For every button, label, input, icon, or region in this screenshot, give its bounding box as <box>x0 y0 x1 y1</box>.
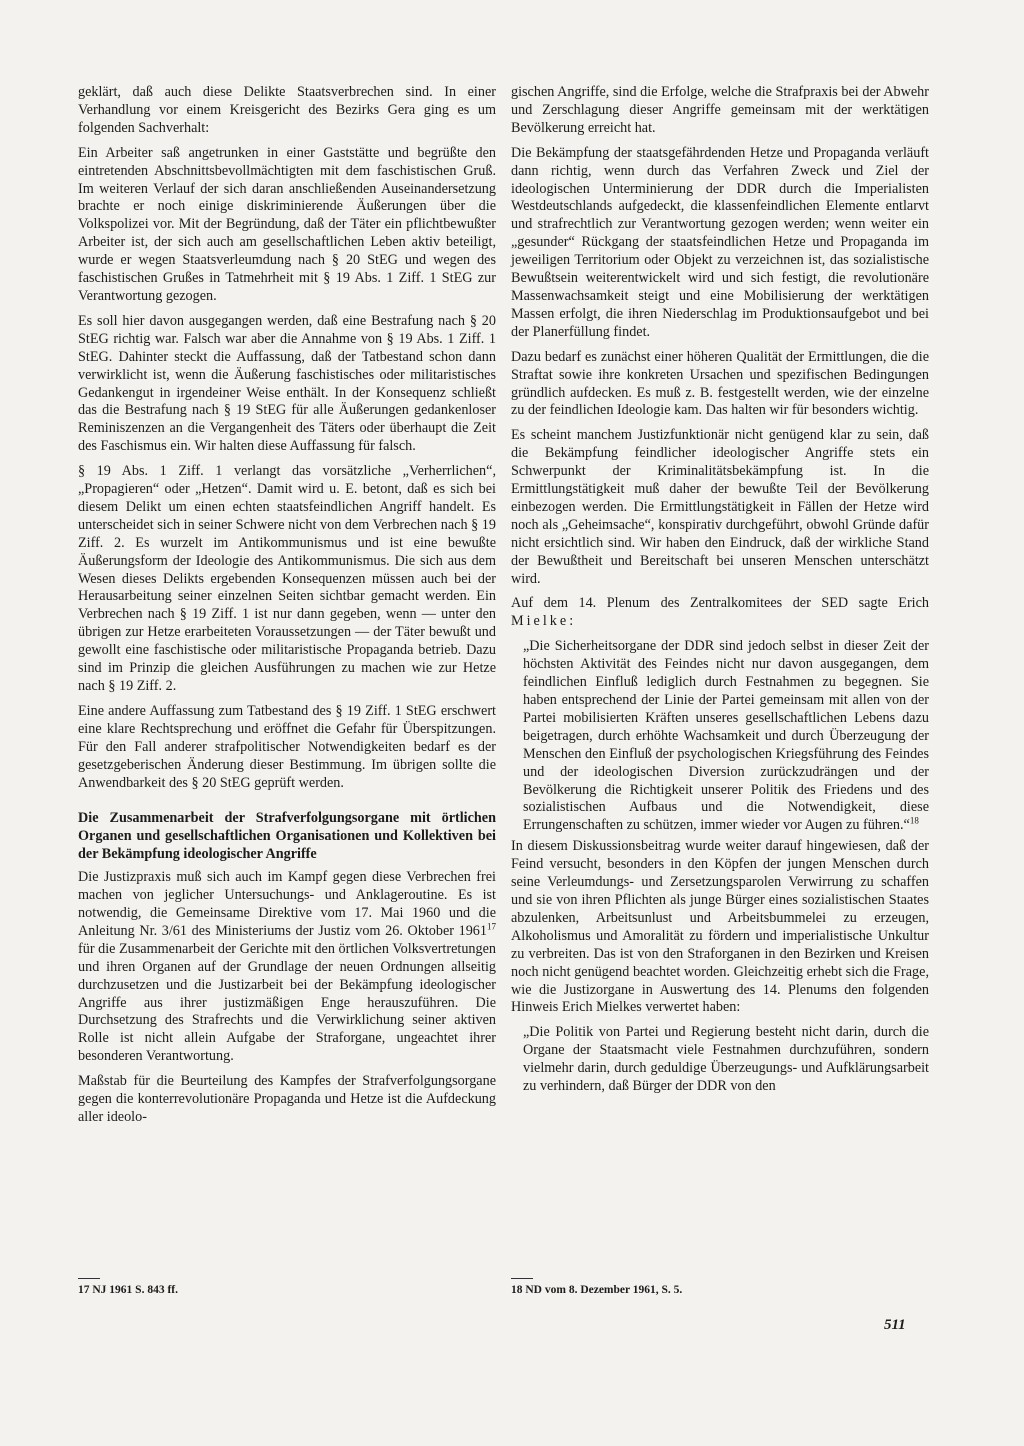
footnote: 17 NJ 1961 S. 843 ff. <box>78 1284 178 1296</box>
section-heading: Die Zusammenarbeit der Strafverfolgungsorgane mit örtlichen Organen und gesellschaftlichen Organisationen und Kollektiven bei der Bekämpfung ideologischer Angriffe <box>78 810 496 863</box>
paragraph: § 19 Abs. 1 Ziff. 1 verlangt das vorsätzliche „Verherrlichen“, „Propagieren“ oder „Hetzen“. Damit wird u. E. betont, daß es sich bei diesem Delikt um einen echten staatsfeindlichen Angriff handelt. Es unterscheidet sich in seiner Schwere nicht von dem Verbrechen nach § 19 Ziff. 2. Es wurzelt im Antikommunismus und ist eine bewußte Äußerungsform der Ideologie des Antikommunismus. Die sich aus dem Wesen dieses Delikts ergebenden Konsequenzen müssen auch bei der Herausarbeitung seiner einzelnen Seiten sichtbar gemacht werden. Ein Verbrechen nach § 19 Ziff. 1 ist nur dann gegeben, wenn — unter den übrigen zur Hetze erarbeiteten Voraussetzungen — der Täter bewußt und gewollt eine faschistische oder militaristische Propaganda betrieb. Dazu sind im Prinzip die gleichen Ausführungen zu machen wie zur Hetze nach § 19 Ziff. 2. <box>78 463 496 694</box>
paragraph <box>78 869 496 1066</box>
quote-text: „Die Sicherheitsorgane der DDR sind jedoch selbst in dieser Zeit der höchsten Aktivität des Feindes nicht nur davon ausgegangen, dem feindlichen Einfluß lediglich durch Festnahmen zu begegnen. Sie haben entsprechend der Linie der Partei gemeinsam mit allen von der Partei mobilisierten Kräften unseres gesellschaftlichen Lebens dazu beigetragen, durch erhöhte Wachsamkeit und durch Überzeugung der Menschen den Einfluß der psychologischen Kriegsführung des Feindes und der ideologischen Diversion zurückzudrängen und der Bevölkerung die Richtigkeit unserer Politik des Friedens und des sozialistischen Aufbaus und die Notwendigkeit, diese Errungenschaften zu schützen, immer wieder vor Augen zu führen.“ <box>523 638 929 834</box>
paragraph-text: Die Justizpraxis muß sich auch im Kampf gegen diese Verbrechen frei machen von jeglicher Untersuchungs- und Anklageroutine. Es ist notwendig, die Gemeinsame Direktive vom 17. Mai 1960 und die Anleitung Nr. 3/61 des Ministeriums der Justiz vom 26. Oktober 1961 <box>78 869 496 939</box>
right-column <box>511 84 929 1099</box>
footnote-divider <box>78 1278 100 1279</box>
footnote-ref: 18 <box>909 815 919 826</box>
paragraph: Die Bekämpfung der staatsgefährdenden Hetze und Propaganda verläuft dann richtig, wenn durch das Verfahren Zweck und Ziel der ideologischen Unterminierung der DDR durch die Imperialisten Westdeutschlands aufgedeckt, die klassenfeindlichen Elemente entlarvt und strafrechtlich zur Verantwortung gezogen werden; wenn weiter ein „gesunder“ Rückgang der staatsfeindlichen Hetze und Propaganda im jeweiligen Territorium oder Objekt zu verzeichnen ist, das sozialistische Bewußtsein weiterentwickelt wird und sich festigt, die revolutionäre Massenwachsamkeit steigt und eine Mobilisierung der werktätigen Massen erfolgt, die ihren Niederschlag im Produktionsaufgebot und bei der Planerfüllung findet. <box>511 144 929 340</box>
paragraph: Ein Arbeiter saß angetrunken in einer Gaststätte und begrüßte den eintretenden Abschnittsbevollmächtigten mit dem faschistischen Gruß. Im weiteren Verlauf der sich daran anschließenden Auseinandersetzung brachte er noch einige diskriminierende Äußerungen über die Volkspolizei vor. Mit der Begründung, daß der Täter ein pflichtbewußter Arbeiter ist, der sich auch am gesellschaftlichen Leben aktiv beteiligt, wurde er wegen Staatsverleumdung nach § 20 StEG und wegen des faschistischen Grußes in Tatmehrheit mit § 19 Abs. 1 Ziff. 1 StEG zur Verantwortung gezogen. <box>78 144 496 304</box>
paragraph: geklärt, daß auch diese Delikte Staatsverbrechen sind. In einer Verhandlung vor einem Kreisgericht des Bezirks Gera ging es um folgenden Sachverhalt: <box>78 84 496 136</box>
paragraph: Eine andere Auffassung zum Tatbestand des § 19 Ziff. 1 StEG erschwert eine klare Rechtsprechung und eröffnet die Gefahr für Überspitzungen. Für den Fall anderer strafpolitischer Notwendigkeiten bedarf es der gesetzgeberischen Änderung dieser Bestimmung. Im übrigen sollte die Anwendbarkeit des § 20 StEG geprüft werden. <box>78 702 496 791</box>
paragraph: gischen Angriffe, sind die Erfolge, welche die Strafpraxis bei der Abwehr und Zerschlagung dieser Angriffe gemeinsam mit der werktätigen Bevölkerung erreicht hat. <box>511 84 929 136</box>
paragraph: Maßstab für die Beurteilung des Kampfes der Strafverfolgungsorgane gegen die konterrevolutionäre Propaganda und Hetze ist die Aufdeckung aller ideolo- <box>78 1073 496 1125</box>
footnote: 18 ND vom 8. Dezember 1961, S. 5. <box>511 1284 683 1296</box>
footnote-divider <box>511 1278 533 1279</box>
paragraph: Es soll hier davon ausgegangen werden, daß eine Bestrafung nach § 20 StEG richtig war. Falsch war aber die Annahme von § 19 Abs. 1 Ziff. 1 StEG. Dahinter steckt die Auffassung, daß der Tatbestand schon dann verwirklicht ist, wenn die Äußerung faschistisches oder militaristisches Gedankengut in irgendeiner Weise enthält. In der Konsequenz schließt das die Bestrafung nach § 19 StEG für alle Äußerungen gedankenloser Reminiszenzen an die Vergangenheit des Täters oder überhaupt die Zeit des Faschismus ein. Wir halten diese Auffassung für falsch. <box>78 312 496 455</box>
paragraph-text: : <box>569 613 574 630</box>
paragraph-text: für die Zusammenarbeit der Gerichte mit den örtlichen Volksvertretungen und ihren Organen auf der Grundlage der neuen Ordnungen allseitig durchzusetzen und die Justizarbeit bei der Bekämpfung ideologischer Angriffe aus ihrer justizmäßigen Enge herauszuführen. Die Durchsetzung des Strafrechts und die Verwirklichung seiner aktiven Rolle ist nicht allein Aufgabe der Straforgane, ungeachtet ihrer besonderen Verantwortung. <box>78 940 496 1065</box>
paragraph <box>511 595 929 631</box>
author-name: Mielke <box>511 613 570 630</box>
block-quote <box>511 638 929 835</box>
paragraph: Dazu bedarf es zunächst einer höheren Qualität der Ermittlungen, die die Straftat sowie ihre konkreten Ursachen und spezifischen Bedingungen gründlich aufdecken. Es muß z. B. festgestellt werden, wie der einzelne zu der feindlichen Ideologie kam. Das halten wir für besonders wichtig. <box>511 348 929 419</box>
paragraph: Es scheint manchem Justizfunktionär nicht genügend klar zu sein, daß die Bekämpfung feindlicher ideologischer Angriffe stets ein Schwerpunkt der Kriminalitätsbekämpfung ist. In die Ermittlungstätigkeit muß daher der bewußte Teil der Bevölkerung einbezogen werden. Die Ermittlungstätigkeit in Fällen der Hetze wird noch als „Geheimsache“, konspirativ durchgeführt, obwohl Gründe dafür nicht ersichtlich sind. Wir haben den Eindruck, daß der wirkliche Stand der Bewußtheit und Bereitschaft bei unseren Menschen unterschätzt wird. <box>511 427 929 587</box>
block-quote: „Die Politik von Partei und Regierung besteht nicht darin, durch die Organe der Staatsmacht viele Festnahmen durchzuführen, sondern vielmehr darin, durch geduldige Überzeugungs- und Aufklärungsarbeit zu verhindern, daß Bürger der DDR von den <box>523 1024 929 1095</box>
paragraph: In diesem Diskussionsbeitrag wurde weiter darauf hingewiesen, daß der Feind versucht, besonders in den Köpfen der jungen Menschen durch seine Verleumdungs- und Zersetzungsparolen Verwirrung zu schaffen und sie von ihren Pflichten als junge Bürger eines sozialistischen Staates abzulenken, Arbeitsunlust und Arbeitsbummelei zu erzeugen, Alkoholismus und Amoralität zu fördern und imperialistische Unkultur zu verbreiten. Das ist von den Straforganen in den Bezirken und Kreisen noch nicht genügend beachtet worden. Gleichzeitig erhebt sich die Frage, wie die Justizorgane in Auswertung des 14. Plenums den folgenden Hinweis Erich Mielkes verwertet haben: <box>511 838 929 1016</box>
left-column <box>78 84 496 1134</box>
footnote-ref: 17 <box>487 921 496 932</box>
paragraph-text: Auf dem 14. Plenum des Zentralkomitees der SED sagte Erich <box>511 595 929 612</box>
page-number: 511 <box>884 1317 906 1333</box>
